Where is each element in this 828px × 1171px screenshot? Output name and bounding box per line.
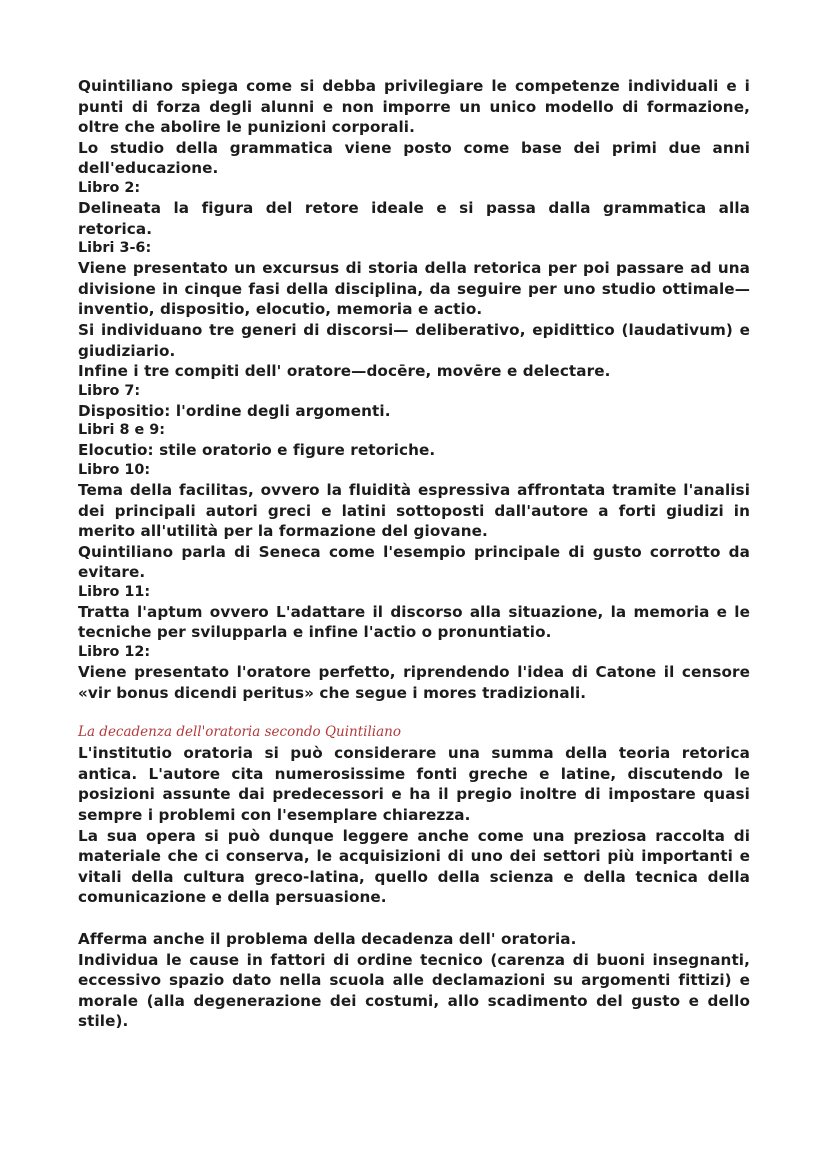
paragraph: Afferma anche il problema della decadenza dell' oratoria.	[78, 930, 577, 948]
paragraph: Quintiliano spiega come si debba privilegiare le competenze individuali e i punti di forza degli alunni e non imporre un unico modello di formazione, oltre che abolire le punizioni corporali.	[78, 77, 750, 137]
paragraph: Si individuano tre generi di discorsi— deliberativo, epidittico (laudativum) e giudiziario.	[78, 320, 750, 360]
paragraph: Lo studio della grammatica viene posto come base dei primi due anni dell'educazione.	[78, 138, 750, 178]
paragraph: Elocutio: stile oratorio e figure retoriche.	[78, 441, 436, 460]
section-heading: La decadenza dell'oratoria secondo Quintiliano	[78, 724, 401, 741]
paragraph: Individua le cause in fattori di ordine tecnico (carenza di buoni insegnanti, eccessivo spazio dato nella scuola alle declamazioni su argomenti fittizi) e morale (alla degenerazione dei costumi, allo scadimento del gusto e dello stile).	[78, 950, 750, 1031]
book-label: Libro 7:	[78, 382, 141, 399]
book-label: Libro 2:	[78, 179, 141, 196]
paragraph: Viene presentato un excursus di storia della retorica per poi passare ad una divisione in cinque fasi della disciplina, da seguire per uno studio ottimale— inventio, dispositio, elocutio, memoria e actio.	[78, 259, 750, 319]
book-label: Libri 8 e 9:	[78, 422, 166, 439]
paragraph: Tema della facilitas, ovvero la fluidità espressiva affrontata tramite l'analisi dei principali autori greci e latini sottoposti dall'autore a forti giudizi in merito all'utilità per la formazione del giovane.	[78, 480, 750, 541]
book-label: Libri 3-6:	[78, 240, 152, 257]
paragraph: Quintiliano parla di Seneca come l'esempio principale di gusto corrotto da evitare.	[78, 542, 750, 582]
book-label: Libro 11:	[78, 583, 151, 600]
paragraph: L'institutio oratoria si può considerare una summa della teoria retorica antica. L'autore cita numerosissime fonti greche e latine, discutendo le posizioni assunte dai predecessori e ha il pregio inoltre di impostare quasi sempre i problemi con l'esemplare chiarezza.	[78, 744, 750, 825]
paragraph: Dispositio: l'ordine degli argomenti.	[78, 401, 391, 420]
paragraph: Tratta l'aptum ovvero L'adattare il discorso alla situazione, la memoria e le tecniche per svilupparla e infine l'actio o pronuntiatio.	[78, 602, 750, 642]
book-label: Libro 10:	[78, 461, 151, 478]
paragraph: La sua opera si può dunque leggere anche come una preziosa raccolta di materiale che ci conserva, le acquisizioni di uno dei settori più importanti e vitali della cultura greco-latina, quello della scienza e della tecnica della comunicazione e della persuasione.	[78, 826, 750, 907]
document-content	[78, 76, 750, 1032]
paragraph: Infine i tre compiti dell' oratore—docēre, movēre e delectare.	[78, 362, 611, 381]
book-label: Libro 12:	[78, 644, 151, 661]
spacer	[78, 908, 750, 929]
paragraph: Delineata la figura del retore ideale e si passa dalla grammatica alla retorica.	[78, 198, 750, 238]
paragraph: Viene presentato l'oratore perfetto, riprendendo l'idea di Catone il censore «vir bonus dicendi peritus» che segue i mores tradizionali.	[78, 663, 750, 702]
